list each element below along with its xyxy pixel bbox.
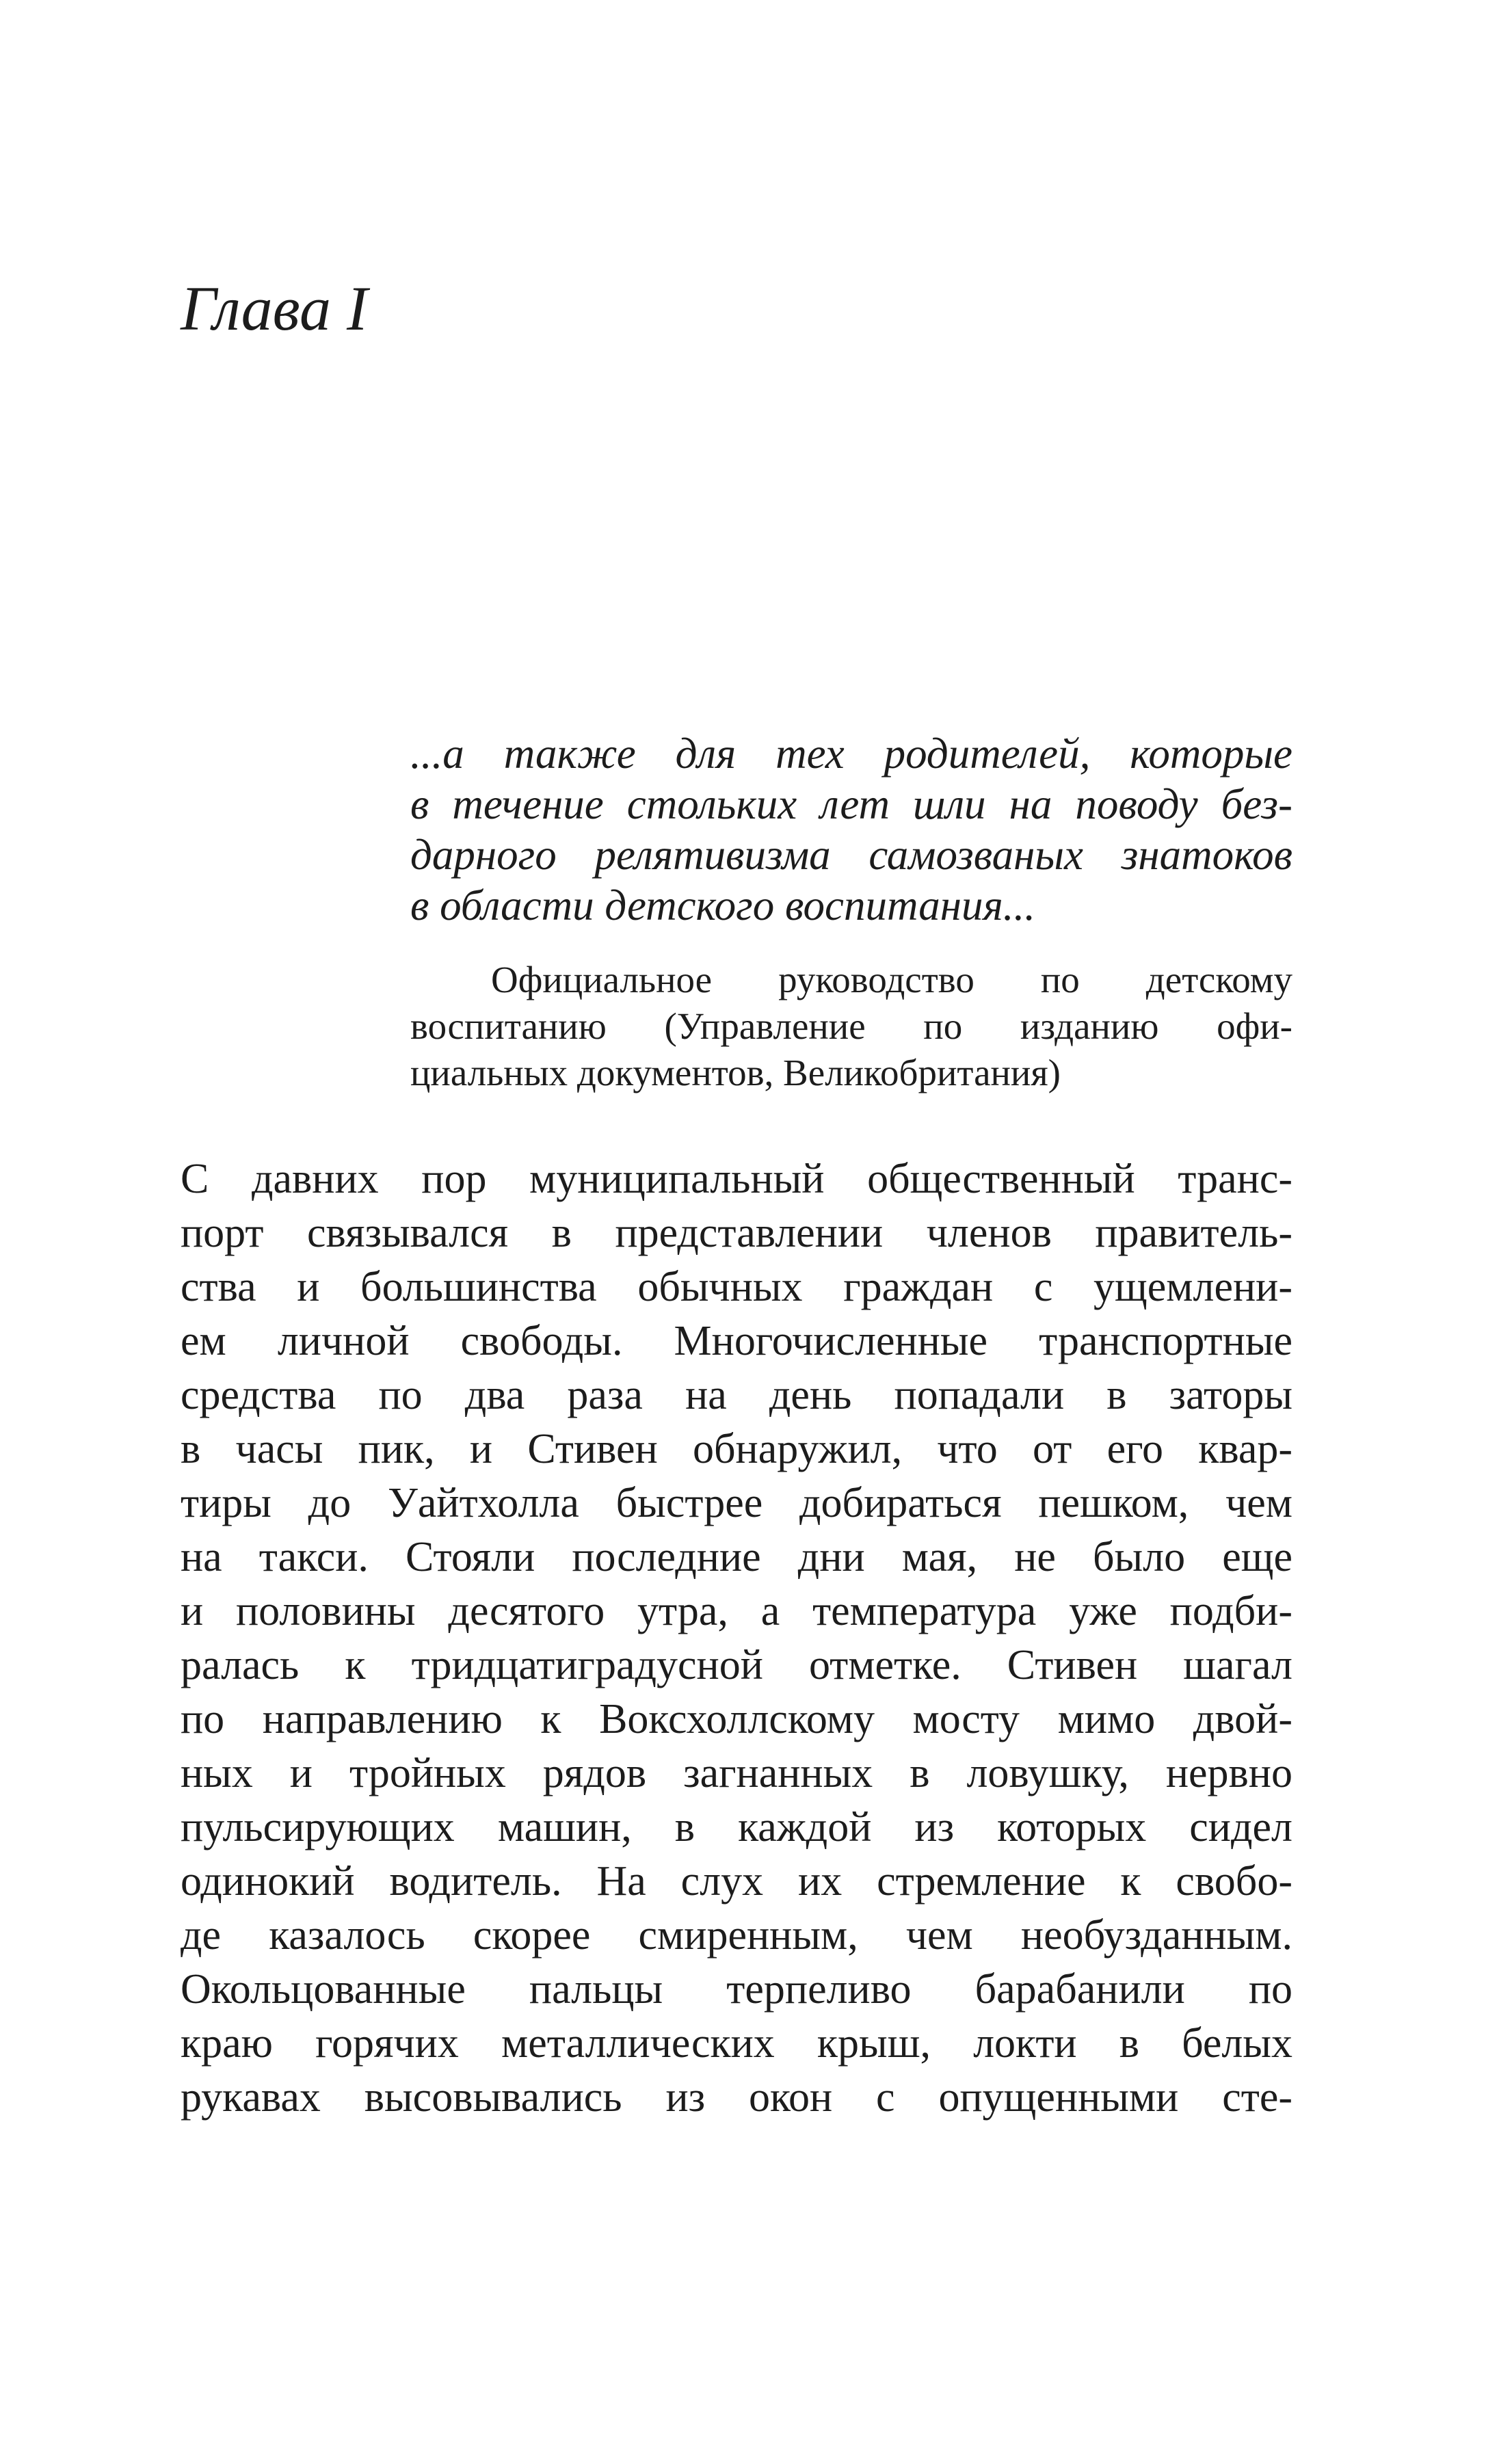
body-line: по направлению к Воксхоллскому мосту мимо двой-: [181, 1696, 1292, 1742]
epigraph-source-line: циальных документов, Великобритания): [410, 1052, 1061, 1093]
epigraph-quote-line: в течение стольких лет шли на поводу без-: [410, 780, 1292, 828]
body-line: тиры до Уайтхолла быстрее добираться пешком, чем: [181, 1480, 1292, 1526]
chapter-title: Глава I: [181, 274, 368, 343]
body-line: краю горячих металлических крыш, локти в белых: [181, 2020, 1292, 2067]
body-line: ных и тройных рядов загнанных в ловушку, нервно: [181, 1750, 1292, 1796]
body-line: и половины десятого утра, а температура уже подби-: [181, 1588, 1292, 1634]
epigraph: [410, 728, 1292, 1096]
body-line: одинокий водитель. На слух их стремление к свобо-: [181, 1858, 1292, 1905]
epigraph-source-line: Официальное руководство по детскому: [491, 959, 1292, 1000]
body-paragraph: [181, 1152, 1292, 2125]
body-line: ства и большинства обычных граждан с ущемлени-: [181, 1264, 1292, 1310]
body-line: С давних пор муниципальный общественный транс-: [181, 1156, 1292, 1202]
epigraph-quote-line: ...а также для тех родителей, которые: [410, 730, 1292, 778]
body-line: средства по два раза на день попадали в заторы: [181, 1372, 1292, 1418]
body-line: порт связывался в представлении членов правитель-: [181, 1210, 1292, 1256]
epigraph-source: [410, 957, 1292, 1096]
epigraph-quote-line: дарного релятивизма самозваных знатоков: [410, 831, 1292, 879]
body-line: ралась к тридцатиградусной отметке. Стивен шагал: [181, 1642, 1292, 1688]
body-line: де казалось скорее смиренным, чем необузданным.: [181, 1912, 1292, 1959]
epigraph-quote: [410, 728, 1292, 931]
body-line: на такси. Стояли последние дни мая, не было еще: [181, 1534, 1292, 1580]
epigraph-quote-line: в области детского воспитания...: [410, 881, 1035, 929]
body-line: ем личной свободы. Многочисленные транспортные: [181, 1318, 1292, 1364]
body-line: Окольцованные пальцы терпеливо барабанили по: [181, 1966, 1292, 2013]
body-line: рукавах высовывались из окон с опущенными сте-: [181, 2074, 1292, 2121]
body-line: пульсирующих машин, в каждой из которых сидел: [181, 1804, 1292, 1850]
epigraph-source-line: воспитанию (Управление по изданию офи-: [410, 1005, 1292, 1047]
body-line: в часы пик, и Стивен обнаружил, что от его квар-: [181, 1426, 1292, 1472]
